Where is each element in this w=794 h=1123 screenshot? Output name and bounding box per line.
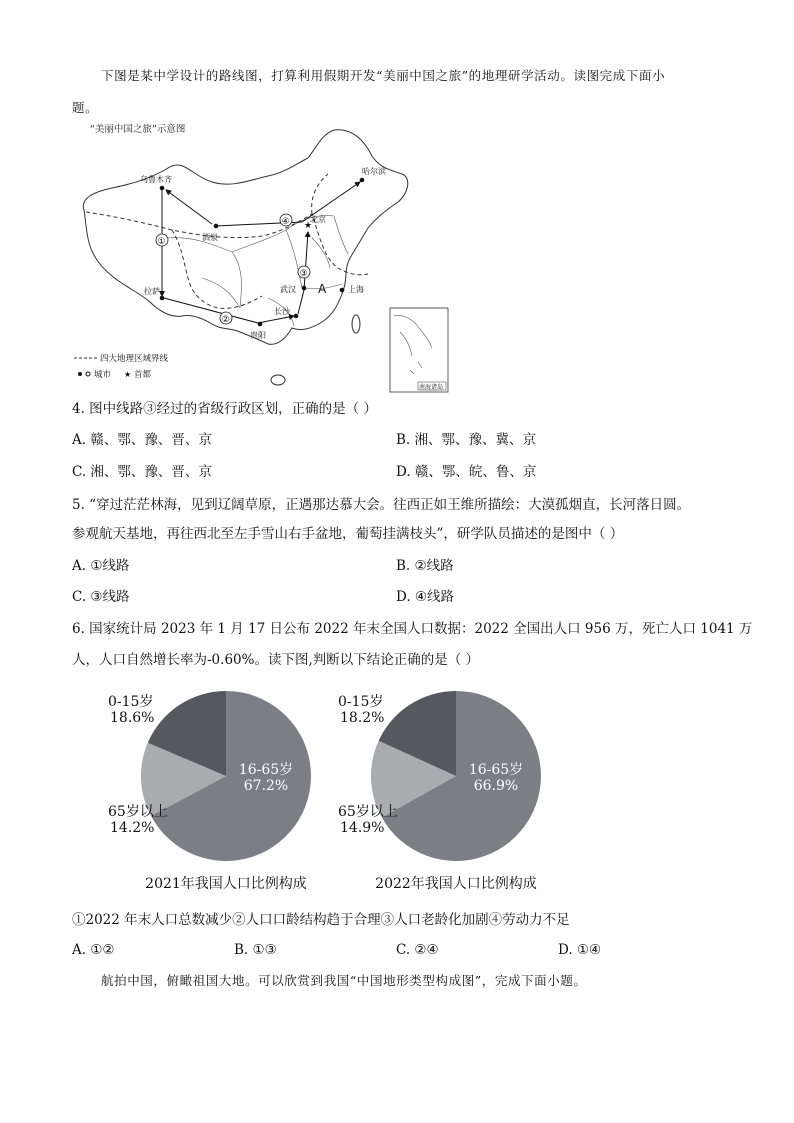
city-dot-changsha — [294, 314, 299, 319]
pie-value-label: 14.2% — [110, 820, 155, 836]
route-4-west — [166, 190, 212, 224]
q6-option-c[interactable]: C. ②④ — [396, 942, 439, 958]
city-dot-harbin — [360, 178, 365, 183]
q5-stem-2: 参观航天基地，再往西北至左手雪山右手盆地，葡萄挂满枝头”，研学队员描述的是图中（ ） — [72, 526, 624, 542]
q6-stem-1: 6. 国家统计局 2023 年 1 月 17 日公布 2022 年末全国人口数据：2022 全国出人口 956 万，死亡人口 1041 万 — [72, 621, 753, 637]
pie-value-label: 67.2% — [243, 778, 289, 794]
route-mark-1: ① — [157, 237, 166, 247]
capital-beijing-marker: ★ — [304, 221, 313, 231]
city-label-wuhan: 武汉 — [280, 285, 296, 294]
q6-statements: ①2022 年末人口总数减少②人口口龄结构趋于合理③人口老龄化加剧④劳动力不足 — [72, 912, 570, 928]
legend-city-label: 城市 — [94, 370, 112, 380]
q5-option-a[interactable]: A. ①线路 — [72, 558, 130, 574]
city-label-shanghai: 上海 — [348, 285, 364, 294]
map-title: “美丽中国之旅”示意图 — [90, 124, 186, 135]
legend-city-dot — [78, 372, 82, 376]
intro-line-2: 题。 — [72, 100, 99, 115]
city-label-harbin: 哈尔滨 — [362, 167, 386, 176]
q4-option-c[interactable]: C. 湘、鄂、豫、晋、京 — [72, 464, 212, 480]
legend-city-ring — [86, 372, 90, 376]
route-mark-2: ② — [221, 315, 230, 325]
hainan-island — [271, 375, 285, 385]
city-dot-lhasa — [160, 296, 165, 301]
pie-value-label: 18.2% — [340, 710, 385, 726]
province-lines — [168, 216, 348, 326]
legend-capital-label: 首都 — [134, 370, 152, 380]
q5-option-d[interactable]: D. ④线路 — [396, 589, 455, 605]
city-label-jiuquan: 酒泉 — [202, 233, 218, 242]
taiwan-island — [352, 315, 360, 333]
q6-stem-2: 人，人口自然增长率为-0.60%。读下图,判断以下结论正确的是（ ） — [72, 652, 480, 668]
city-label-guiyang: 贵阳 — [250, 331, 266, 340]
city-dot-urumqi — [160, 186, 165, 191]
q5-option-c[interactable]: C. ③线路 — [72, 589, 130, 605]
pie-value-label: 18.6% — [110, 710, 155, 726]
city-dot-shanghai — [340, 288, 345, 293]
pie-chart-title: 2021年我国人口比例构成 — [145, 876, 307, 892]
q5-stem-1: 5. “穿过茫茫林海，见到辽阔草原，正遇那达慕大会。往西正如王维所描绘：大漠孤烟直，长河落日圆。 — [72, 497, 691, 513]
intro-2: 航拍中国，俯瞰祖国大地。可以欣赏到我国“中国地形类型构成图”，完成下面小题。 — [101, 973, 587, 988]
pie-value-label: 66.9% — [473, 778, 519, 794]
pie-chart-title: 2022年我国人口比例构成 — [375, 876, 537, 892]
route-mark-3: ③ — [299, 269, 308, 279]
q5-option-b[interactable]: B. ②线路 — [396, 558, 454, 574]
q6-option-d[interactable]: D. ①④ — [558, 942, 602, 958]
q6-option-a[interactable]: A. ①② — [72, 942, 115, 958]
city-label-urumqi: 乌鲁木齐 — [140, 175, 172, 184]
q4-option-d[interactable]: D. 赣、鄂、皖、鲁、京 — [396, 464, 537, 480]
q4-option-a[interactable]: A. 赣、鄂、豫、晋、京 — [72, 432, 212, 448]
pie-category-label: 0-15岁 — [108, 694, 154, 710]
city-label-beijing: 北京 — [310, 215, 326, 224]
q4-option-b[interactable]: B. 湘、鄂、豫、冀、京 — [396, 432, 537, 448]
city-label-lhasa: 拉萨 — [144, 287, 160, 296]
pie-category-label: 0-15岁 — [338, 694, 384, 710]
legend-capital-star: ★ — [124, 370, 132, 379]
pie-chart-2022 — [330, 680, 570, 900]
pie-chart-2021 — [100, 680, 340, 900]
q6-option-b[interactable]: B. ①③ — [234, 942, 277, 958]
china-route-map — [72, 118, 452, 396]
city-label-changsha: 长沙 — [274, 307, 290, 316]
inset-frame — [390, 308, 448, 392]
pie-category-label: 16-65岁 — [468, 762, 524, 778]
pie-value-label: 14.9% — [340, 820, 385, 836]
intro-line-1: 下图是某中学设计的路线图，打算利用假期开发“美丽中国之旅”的地理研学活动。读图完成下面小 — [101, 68, 666, 83]
pie-category-label: 65岁以上 — [108, 804, 168, 820]
pie-category-label: 16-65岁 — [238, 762, 294, 778]
pie-category-label: 65岁以上 — [338, 804, 398, 820]
q4-stem: 4. 图中线路③经过的省级行政区划，正确的是（ ） — [72, 401, 377, 417]
inset-label: 南海诸岛 — [419, 384, 444, 391]
route-mark-4: ④ — [281, 217, 290, 227]
legend-boundary-label: 四大地理区域界线 — [100, 354, 169, 364]
point-a-label: A — [318, 282, 327, 296]
